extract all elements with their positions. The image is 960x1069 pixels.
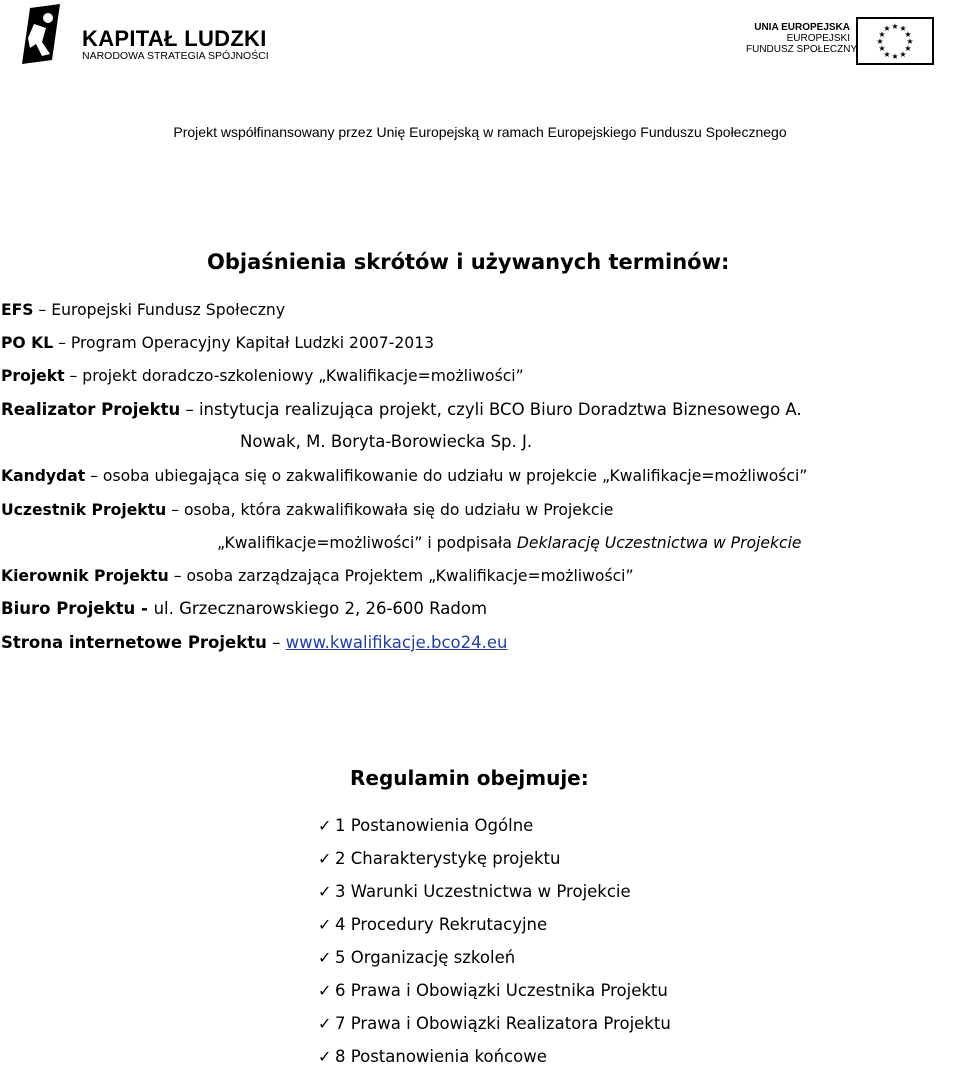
regulamin-item-label: 8 Postanowienia końcowe	[335, 1047, 547, 1066]
cofinancing-note: Projekt współfinansowany przez Unię Europejską w ramach Europejskiego Funduszu Społecznego	[173, 124, 787, 140]
kl-logo-subtitle: NARODOWA STRATEGIA SPÓJNOŚCI	[82, 50, 269, 62]
term-row-uczestnik-cont	[217, 533, 802, 553]
declaration-text: Deklarację Uczestnictwa w Projekcie	[516, 534, 802, 552]
kapital-ludzki-emblem-icon	[12, 2, 70, 68]
regulamin-item	[318, 980, 668, 1002]
term-description-cont: Nowak, M. Boryta-Borowiecka Sp. J.	[240, 432, 533, 451]
term-label: Uczestnik Projektu	[1, 501, 167, 519]
regulamin-title: Regulamin obejmuje:	[350, 766, 589, 790]
eu-flag-icon	[856, 17, 934, 65]
regulamin-item-label: 3 Warunki Uczestnictwa w Projekcie	[335, 882, 631, 901]
svg-text:★: ★	[891, 22, 899, 31]
page-title: Objaśnienia skrótów i używanych terminów:	[207, 250, 730, 274]
svg-text:★: ★	[904, 30, 912, 39]
term-row-uczestnik	[1, 500, 613, 520]
term-description: Europejski Fundusz Społeczny	[51, 301, 286, 319]
eu-stars-icon	[858, 19, 932, 63]
regulamin-item	[318, 881, 631, 903]
check-mark-icon: ✓	[318, 1047, 332, 1066]
svg-text:★: ★	[899, 24, 907, 33]
svg-text:★: ★	[891, 52, 899, 61]
check-mark-icon: ✓	[318, 816, 332, 835]
eu-logo-text	[746, 22, 858, 55]
term-label: Biuro Projektu -	[1, 599, 154, 618]
eu-logo-line1: UNIA EUROPEJSKA	[754, 22, 850, 33]
term-description: instytucja realizująca projekt, czyli BCO Biuro Doradztwa Biznesowego A.	[198, 400, 802, 419]
term-dash: –	[168, 567, 187, 585]
term-label: PO KL	[1, 334, 54, 352]
term-description: projekt doradczo-szkoleniowy „Kwalifikacje=możliwości”	[82, 367, 524, 385]
svg-text:★: ★	[883, 50, 891, 59]
check-mark-icon: ✓	[318, 915, 332, 934]
svg-text:★: ★	[876, 37, 884, 46]
svg-text:★: ★	[906, 37, 914, 46]
regulamin-item-label: 1 Postanowienia Ogólne	[335, 816, 534, 835]
svg-text:★: ★	[878, 30, 886, 39]
regulamin-item-label: 6 Prawa i Obowiązki Uczestnika Projektu	[335, 981, 668, 1000]
check-mark-icon: ✓	[318, 849, 332, 868]
term-dash: –	[85, 467, 103, 485]
check-mark-icon: ✓	[318, 882, 332, 901]
term-dash: –	[53, 334, 71, 352]
check-mark-icon: ✓	[318, 981, 332, 1000]
project-website-link[interactable]: www.kwalifikacje.bco24.eu	[285, 633, 508, 652]
term-dash: –	[33, 301, 52, 319]
term-row-efs	[1, 300, 285, 320]
term-row-realizator-cont	[240, 432, 532, 452]
regulamin-item	[318, 1046, 547, 1068]
regulamin-item	[318, 848, 560, 870]
regulamin-item	[318, 815, 533, 837]
term-description: osoba ubiegająca się o zakwalifikowanie do udziału w projekcie „Kwalifikacje=możliwości”	[102, 467, 808, 485]
term-row-kierownik	[1, 566, 634, 586]
regulamin-item-label: 2 Charakterystykę projektu	[335, 849, 561, 868]
kl-logo-title: KAPITAŁ LUDZKI	[82, 26, 267, 51]
term-description: osoba, która zakwalifikowała się do udziału w Projekcie	[183, 501, 614, 519]
term-row-pokl	[1, 333, 434, 353]
regulamin-item	[318, 914, 547, 936]
term-description: ul. Grzecznarowskiego 2, 26-600 Radom	[153, 599, 488, 618]
term-description-cont: „Kwalifikacje=możliwości” i podpisała	[217, 534, 517, 552]
term-label: Realizator Projektu	[1, 400, 181, 419]
term-label: EFS	[1, 301, 34, 319]
check-mark-icon: ✓	[318, 948, 332, 967]
check-mark-icon: ✓	[318, 1014, 332, 1033]
kapital-ludzki-logo	[12, 2, 269, 68]
term-row-strona	[1, 633, 507, 653]
svg-text:★: ★	[878, 44, 886, 53]
eu-logo	[746, 14, 938, 68]
term-row-realizator	[1, 400, 802, 420]
regulamin-item-label: 5 Organizację szkoleń	[335, 948, 516, 967]
svg-text:★: ★	[883, 24, 891, 33]
regulamin-item	[318, 1013, 671, 1035]
term-label: Projekt	[1, 367, 65, 385]
svg-text:★: ★	[904, 44, 912, 53]
term-dash: –	[266, 633, 286, 652]
eu-logo-line3: FUNDUSZ SPOŁECZNY	[746, 44, 858, 55]
term-label: Kandydat	[1, 467, 86, 485]
term-dash: –	[180, 400, 199, 419]
eu-logo-line2: EUROPEJSKI	[786, 33, 850, 44]
term-label: Strona internetowe Projektu	[1, 633, 267, 652]
svg-text:★: ★	[899, 50, 907, 59]
term-row-kandydat	[1, 466, 807, 486]
term-label: Kierownik Projektu	[1, 567, 169, 585]
regulamin-item-label: 7 Prawa i Obowiązki Realizatora Projektu	[335, 1014, 671, 1033]
term-description: Program Operacyjny Kapitał Ludzki 2007-2013	[70, 334, 435, 352]
term-row-projekt	[1, 366, 524, 386]
regulamin-item-label: 4 Procedury Rekrutacyjne	[335, 915, 548, 934]
regulamin-item	[318, 947, 515, 969]
term-dash: –	[64, 367, 83, 385]
term-row-biuro	[1, 599, 487, 619]
term-dash: –	[166, 501, 184, 519]
term-description: osoba zarządzająca Projektem „Kwalifikacje=możliwości”	[186, 567, 634, 585]
